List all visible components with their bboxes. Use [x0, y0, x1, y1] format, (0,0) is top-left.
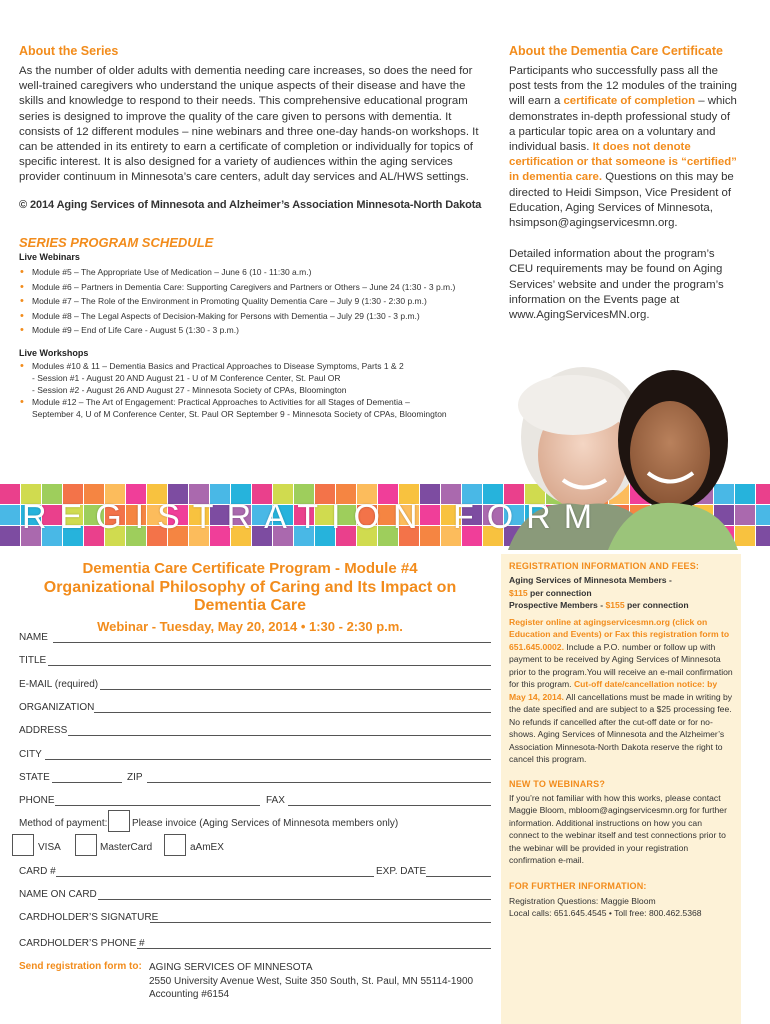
- send-line1: AGING SERVICES OF MINNESOTA: [149, 962, 313, 973]
- about-series-section: [19, 44, 489, 211]
- organization-label: ORGANIZATION: [19, 702, 95, 713]
- form-title-line3: Webinar - Tuesday, May 20, 2014 • 1:30 - 2:30 p.m.: [97, 619, 403, 634]
- email-field[interactable]: [100, 689, 491, 690]
- workshop-session: - Session #1 - August 20 AND August 21 - U of M Conference Center, St. Paul OR: [32, 373, 341, 383]
- list-item: • Module #6 – Partners in Dementia Care: Supporting Caregivers and Partners or Others – June 24 (1:30 - 3 p.m.): [19, 280, 499, 295]
- list-item: • Module #7 – The Role of the Environment in Promoting Quality Dementia Care – July 9 (1:30 - 2:30 p.m.): [19, 294, 499, 309]
- prospective-fee: Prospective Members - $155 per connection: [509, 600, 689, 610]
- signature-label: CARDHOLDER’S SIGNATURE: [19, 912, 159, 923]
- city-field[interactable]: [45, 759, 491, 760]
- send-address: [149, 961, 473, 1002]
- cardholder-phone-field[interactable]: [137, 948, 491, 949]
- list-item: • Module #9 – End of Life Care - August 5 (1:30 - 3 p.m.): [19, 323, 499, 338]
- name-label: NAME: [19, 632, 48, 643]
- about-series-body: As the number of older adults with dementia needing care increases, so does the need for well-trained caregivers who understand the unique aspects of their disease and have the skills and knowledge to respond to their needs. This comprehensive educational program series is designed to improve the quality of the care given to persons with dementia. It consists of 12 different modules – nine webinars and three one-day hands-on workshops. It can be attended in its entirety to earn a certificate of completion or individually for topics of specific interest. It is also designed for a variety of audiences within the aging services provider continuum in Minnesota’s care centers, adult day services and AL/HWS settings.: [19, 65, 479, 184]
- amex-label: aAmEX: [190, 842, 224, 853]
- ceu-paragraph: Detailed information about the program’s CEU requirements may be found on Aging Services’ website and under the program’s information on the Events page at www.AgingServicesMN.org.: [509, 248, 724, 322]
- webinars-new-text: If you’re not familiar with how this works, please contact Maggie Bloom, mbloom@agingservicesmn.org for further information. Additional instructions on how you can connect to the webinar itself and test connections prior to the webinar will be provided in your registration confirmation e-mail.: [509, 792, 727, 865]
- state-field[interactable]: [52, 782, 122, 783]
- amex-checkbox[interactable]: [164, 834, 186, 856]
- address-field[interactable]: [68, 735, 491, 736]
- city-label: CITY: [19, 749, 42, 760]
- mastercard-label: MasterCard: [100, 842, 153, 853]
- registration-questions: Registration Questions: Maggie Bloom: [509, 895, 656, 906]
- schedule-workshops: [19, 348, 499, 420]
- email-label: E-MAIL (required): [19, 679, 99, 690]
- banner-tile: [0, 526, 20, 546]
- members-fee: Aging Services of Minnesota Members - $115 per connection: [509, 575, 672, 598]
- banner-tile: [0, 484, 20, 504]
- workshops-heading: Live Workshops: [19, 348, 89, 358]
- phone-label: PHONE: [19, 795, 55, 806]
- visa-checkbox[interactable]: [12, 834, 34, 856]
- organization-field[interactable]: [94, 712, 491, 713]
- certificate-paragraph: Participants who successfully pass all the post tests from the 12 modules of the training will earn a certificate of completion – which demonstrates in-depth professional study of a particular topic area on a voluntary and individual basis. It does not denote certification or that someone is “certified” in dementia care. Questions on this may be directed to Heidi Simpson, Vice President of Education, Aging Services of Minnesota, hsimpson@agingservicesmn.org.: [509, 65, 737, 230]
- send-line3: Accounting #6154: [149, 989, 230, 1000]
- title-label: TITLE: [19, 655, 47, 666]
- banner-tile: [756, 526, 770, 546]
- registration-form-title: REGISTRATION FORM: [22, 498, 606, 536]
- form-title: [10, 560, 490, 634]
- certificate-section: [509, 44, 739, 323]
- banner-tile: [756, 505, 770, 525]
- list-item: • Module #5 – The Appropriate Use of Medication – June 6 (10 - 11:30 a.m.): [19, 265, 499, 280]
- zip-label: ZIP: [127, 772, 143, 783]
- certificate-heading: About the Dementia Care Certificate: [509, 44, 723, 58]
- schedule-webinars: [19, 252, 499, 338]
- form-title-line2: Organizational Philosophy of Caring and Its Impact on Dementia Care: [43, 579, 457, 614]
- exp-date-field[interactable]: [426, 876, 491, 877]
- title-field[interactable]: [48, 665, 491, 666]
- invoice-checkbox[interactable]: [108, 810, 130, 832]
- list-item: • Module #12 – The Art of Engagement: Practical Approaches to Activities for all Stages of Dementia –: [19, 396, 499, 408]
- name-field[interactable]: [53, 642, 491, 643]
- zip-field[interactable]: [147, 782, 491, 783]
- cardholder-phone-label: CARDHOLDER’S PHONE #: [19, 938, 145, 949]
- name-on-card-label: NAME ON CARD: [19, 889, 97, 900]
- card-label: CARD #: [19, 866, 56, 877]
- copyright-line: © 2014 Aging Services of Minnesota and Alzheimer’s Association Minnesota-North Dakota: [19, 198, 482, 211]
- visa-label: VISA: [38, 842, 61, 853]
- invoice-label: Please invoice (Aging Services of Minnesota members only): [132, 818, 399, 829]
- webinars-heading: Live Webinars: [19, 252, 80, 262]
- further-info-heading: FOR FURTHER INFORMATION:: [509, 880, 647, 891]
- registration-info-box: [501, 554, 741, 1024]
- schedule-title: SERIES PROGRAM SCHEDULE: [19, 235, 214, 250]
- registration-text: Register online at agingservicesmn.org (click on Education and Events) or Fax this registration form to 651.645.0002. Include a P.O. number or follow up with payment to be received by Aging Services of Minnesota prior to the program.You will receive an e-mail confirmation for this program. Cut-off date/cancellation notice: by May 14, 2014. All cancellations must be made in writing by the date specified and are subject to a $25 processing fee. No refunds if cancelled after the cut-off date or for no-shows. Aging Services of Minnesota and the Alzheimer’s Association Minnesota-North Dakota reserve the right to cancel this program.: [509, 616, 733, 764]
- fees-heading: REGISTRATION INFORMATION AND FEES:: [509, 561, 700, 571]
- send-line2: 2550 University Avenue West, Suite 350 South, St. Paul, MN 55114-1900: [149, 975, 474, 987]
- exp-label: EXP. DATE: [376, 866, 427, 877]
- banner-tile: [0, 505, 20, 525]
- about-series-heading: About the Series: [19, 44, 119, 58]
- fax-label: FAX: [266, 795, 285, 806]
- signature-field[interactable]: [150, 922, 491, 923]
- phone-field[interactable]: [55, 805, 260, 806]
- payment-label: Method of payment:: [19, 818, 108, 829]
- send-label: Send registration form to:: [19, 961, 142, 972]
- workshop-continued: September 4, U of M Conference Center, St. Paul OR September 9 - Minnesota Society of CPAs, Bloomington: [32, 409, 447, 419]
- list-item: • Modules #10 & 11 – Dementia Basics and Practical Approaches to Disease Symptoms, Parts 1 & 2: [19, 360, 499, 372]
- webinars-new-heading: NEW TO WEBINARS?: [509, 778, 606, 789]
- name-on-card-field[interactable]: [98, 899, 491, 900]
- card-number-field[interactable]: [56, 876, 374, 877]
- phone-numbers: Local calls: 651.645.4545 • Toll free: 800.462.5368: [509, 908, 702, 918]
- address-label: ADDRESS: [19, 725, 68, 736]
- workshop-session: - Session #2 - August 26 AND August 27 - Minnesota Society of CPAs, Bloomington: [32, 385, 347, 395]
- state-label: STATE: [19, 772, 50, 783]
- form-title-line1: Dementia Care Certificate Program - Module #4: [82, 560, 418, 577]
- fax-field[interactable]: [288, 805, 491, 806]
- list-item: • Module #8 – The Legal Aspects of Decision-Making for Persons with Dementia – July 29 (1:30 - 3 p.m.): [19, 309, 499, 324]
- mastercard-checkbox[interactable]: [75, 834, 97, 856]
- banner-tile: [756, 484, 770, 504]
